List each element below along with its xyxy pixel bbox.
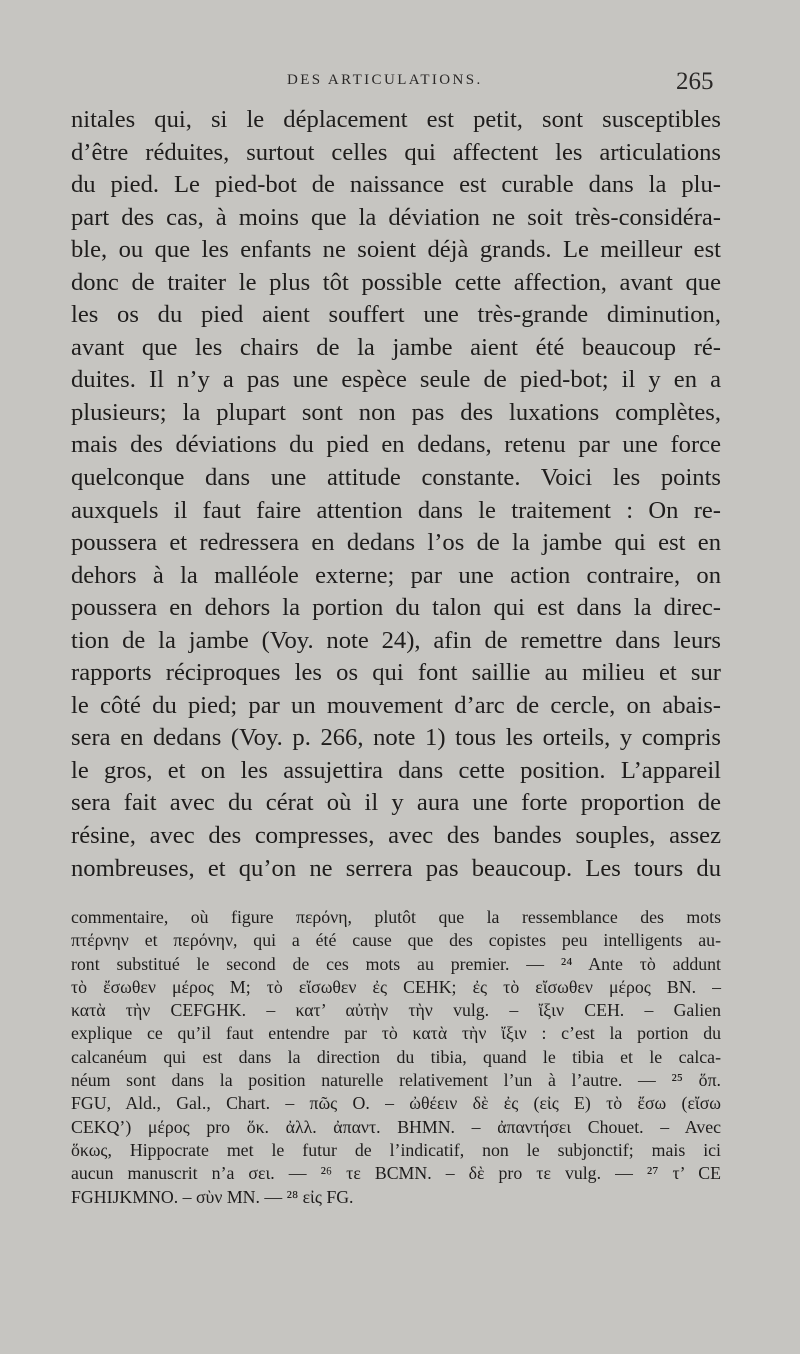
body-line: ble, ou que les enfants ne soient déjà grands. Le meilleur est <box>71 236 721 264</box>
body-line: le côté du pied; par un mouvement d’arc de cercle, on abais- <box>71 691 721 719</box>
running-title: DES ARTICULATIONS. <box>287 72 483 88</box>
footnote-line: FGU, Ald., Gal., Chart. – πῶς O. – ὠθέειν δὲ ἐς (εἰς E) τὸ ἔσω (εἴσω <box>71 1093 721 1114</box>
footnote-line: explique ce qu’il faut entendre par τὸ κατὰ τὴν ἴξιν : c’est la portion du <box>71 1023 721 1044</box>
body-line: nombreuses, et qu’on ne serrera pas beaucoup. Les tours du <box>71 854 721 882</box>
body-line: du pied. Le pied-bot de naissance est curable dans la plu- <box>71 171 721 199</box>
body-line: quelconque dans une attitude constante. Voici les points <box>71 464 721 492</box>
footnote-line: πτέρνην et περόνην, qui a été cause que des copistes peu intelligents au- <box>71 930 721 951</box>
body-line: poussera en dehors la portion du talon qui est dans la direc- <box>71 594 721 622</box>
body-line: avant que les chairs de la jambe aient été beaucoup ré- <box>71 333 721 361</box>
body-line: dehors à la malléole externe; par une action contraire, on <box>71 561 721 589</box>
footnote-line: aucun manuscrit n’a σει. — ²⁶ τε BCMN. – δὲ pro τε vulg. — ²⁷ τ’ CE <box>71 1163 721 1184</box>
footnote-line: ront substitué le second de ces mots au premier. — ²⁴ Ante τὸ addunt <box>71 953 721 974</box>
body-line: tion de la jambe (Voy. note 24), afin de remettre dans leurs <box>71 626 721 654</box>
page-number: 265 <box>676 68 714 95</box>
body-line: duites. Il n’y a pas une espèce seule de pied-bot; il y en a <box>71 366 721 394</box>
body-line: rapports réciproques les os qui font saillie au milieu et sur <box>71 659 721 687</box>
body-line: nitales qui, si le déplacement est petit, sont susceptibles <box>71 106 721 133</box>
footnote-line: τὸ ἔσωθεν μέρος M; τὸ εἴσωθεν ἐς CEHK; ἐς τὸ εἴσωθεν μέρος BN. – <box>71 976 721 997</box>
body-line: le gros, et on les assujettira dans cette position. L’appareil <box>71 756 721 784</box>
body-line: auxquels il faut faire attention dans le traitement : On re- <box>71 496 721 524</box>
footnote-line: FGHIJKMNO. – σὺν MN. — ²⁸ εἰς FG. <box>71 1186 354 1207</box>
footnote-line: commentaire, où figure περόνη, plutôt que la ressemblance des mots <box>71 907 721 927</box>
footnote-line: CEKQ’) μέρος pro ὅκ. ἀλλ. ἀπαντ. BHMN. – ἀπαντήσει Chouet. – Avec <box>71 1116 721 1137</box>
footnotes-block <box>71 906 721 1209</box>
footnote-line: ὅκως, Hippocrate met le futur de l’indicatif, non le subjonctif; mais ici <box>71 1139 721 1160</box>
footnote-line: néum sont dans la position naturelle relativement l’un à l’autre. — ²⁵ ὅπ. <box>71 1070 721 1091</box>
body-line: poussera et redressera en dedans l’os de la jambe qui est en <box>71 529 721 557</box>
footnote-line: calcanéum qui est dans la direction du tibia, quand le tibia et le calca- <box>71 1046 721 1067</box>
footnote-line: κατὰ τὴν CEFGHK. – κατ’ αὐτὴν τὴν vulg. – ἴξιν CEH. – Galien <box>71 1000 721 1021</box>
body-line: d’être réduites, surtout celles qui affectent les articulations <box>71 138 721 166</box>
body-line: part des cas, à moins que la déviation ne soit très-considéra- <box>71 203 721 231</box>
main-text-block <box>71 104 721 885</box>
body-line: mais des déviations du pied en dedans, retenu par une force <box>71 431 721 459</box>
body-line: donc de traiter le plus tôt possible cette affection, avant que <box>71 268 721 296</box>
running-head <box>0 68 800 96</box>
body-line: sera fait avec du cérat où il y aura une forte proportion de <box>71 789 721 817</box>
body-line: sera en dedans (Voy. p. 266, note 1) tous les orteils, y compris <box>71 724 721 752</box>
body-line: plusieurs; la plupart sont non pas des luxations complètes, <box>71 398 721 426</box>
body-line: les os du pied aient souffert une très-grande diminution, <box>71 301 721 329</box>
body-line: résine, avec des compresses, avec des bandes souples, assez <box>71 822 721 850</box>
